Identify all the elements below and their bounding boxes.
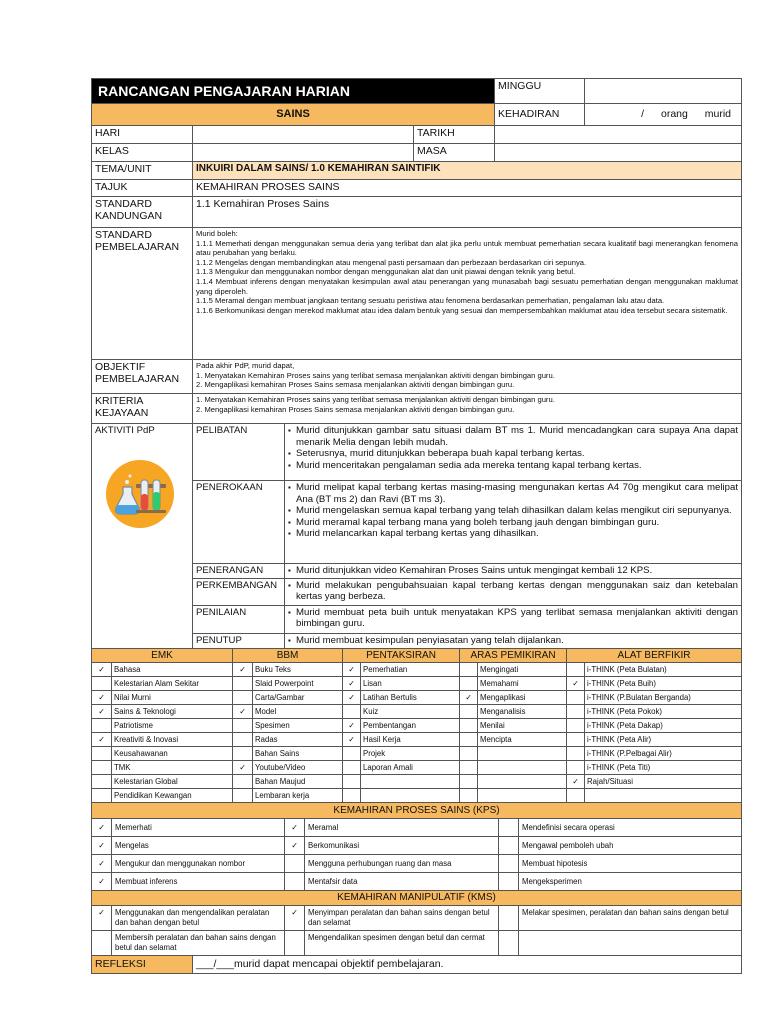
emk-checkbox[interactable]	[92, 704, 112, 718]
checklist-grid	[91, 648, 742, 803]
kms-skill-label: Melakar spesimen, peralatan dan bahan sains dengan betul	[519, 905, 742, 930]
check-mark-icon: ✓	[348, 692, 355, 702]
check-mark-icon: ✓	[98, 664, 105, 674]
pentaksiran-checkbox[interactable]	[343, 732, 361, 746]
objektif-intro: Pada akhir PdP, murid dapat,	[196, 361, 295, 370]
stage-perkembangan-items	[285, 578, 742, 605]
aras-checkbox[interactable]	[460, 662, 478, 676]
kehadiran-label: KEHADIRAN	[495, 104, 585, 126]
table-row	[92, 746, 742, 760]
emk-checkbox[interactable]	[92, 690, 112, 704]
pentaksiran-checkbox[interactable]	[343, 704, 361, 718]
emk-item: Bahasa	[112, 662, 233, 676]
aras-item: Mengingati	[478, 662, 567, 676]
kehadiran-field[interactable]: / orang murid	[585, 104, 742, 126]
bbm-checkbox[interactable]	[233, 760, 253, 774]
emk-checkbox[interactable]	[92, 676, 112, 690]
emk-checkbox[interactable]	[92, 662, 112, 676]
kps-skill-label: Berkomunikasi	[305, 836, 499, 854]
table-row	[92, 662, 742, 676]
hari-field[interactable]	[193, 126, 414, 144]
sp-list	[193, 228, 742, 360]
kps-skill-label: Memerhati	[112, 818, 285, 836]
header-table	[91, 78, 742, 162]
kps-skill-checkbox[interactable]	[285, 836, 305, 854]
check-mark-icon: ✓	[98, 907, 105, 917]
tema-label: TEMA/UNIT	[92, 162, 193, 180]
kriteria-item: 2. Mengaplikasi kemahiran Proses Sains semasa menjalankan aktiviti dengan bimbingan guru.	[196, 404, 515, 414]
kriteria-list	[193, 394, 742, 424]
check-mark-icon: ✓	[98, 706, 105, 716]
pentaksiran-checkbox[interactable]	[343, 788, 361, 802]
kms-skill-label: Menggunakan dan mengendalikan peralatan dan bahan dengan betul	[112, 905, 285, 930]
pentaksiran-checkbox[interactable]	[343, 746, 361, 760]
table-row	[92, 905, 742, 930]
list-item: ▪ Murid mengelaskan semua kapal terbang yang telah dihasilkan dalam kelas mengikut ciri sepunyanya.	[288, 505, 738, 517]
sp-item: 1.1.1 Memerhati dengan menggunakan semua deria yang terlibat dan alat jika perlu untuk membuat pemerhatian secara kualitatif bagi menerangkan fenomena atau perubahan yang berlaku.	[196, 238, 738, 258]
list-item: ▪ Murid melancarkan kapal terbang kertas yang dihasilkan.	[288, 528, 738, 540]
pentaksiran-item: Laporan Amali	[361, 760, 460, 774]
kms-skill-checkbox[interactable]	[92, 930, 112, 955]
alat-item: i-THINK (P.Pelbagai Alir)	[585, 746, 742, 760]
alat-item: Rajah/Situasi	[585, 774, 742, 788]
kms-skill-checkbox[interactable]	[92, 905, 112, 930]
kps-skill-checkbox[interactable]	[499, 872, 519, 890]
kms-skill-label	[519, 930, 742, 955]
alat-item: i-THINK (Peta Alir)	[585, 732, 742, 746]
emk-item: Kelestarian Global	[112, 774, 233, 788]
sp-intro: Murid boleh:	[196, 229, 238, 238]
check-mark-icon: ✓	[239, 706, 246, 716]
sk-value: 1.1 Kemahiran Proses Sains	[193, 197, 742, 228]
stage-penerangan: PENERANGAN	[193, 564, 285, 579]
alat-checkbox[interactable]	[567, 662, 585, 676]
stage-penerangan-items	[285, 564, 742, 579]
check-mark-icon: ✓	[98, 734, 105, 744]
masa-label: MASA	[414, 144, 495, 162]
table-row	[92, 704, 742, 718]
kps-skill-label: Mengukur dan menggunakan nombor	[112, 854, 285, 872]
alat-item: i-THINK (Peta Pokok)	[585, 704, 742, 718]
alat-item: i-THINK (Peta Titi)	[585, 760, 742, 774]
check-mark-icon: ✓	[572, 776, 579, 786]
check-mark-icon: ✓	[572, 678, 579, 688]
kps-skill-label: Mengawal pemboleh ubah	[519, 836, 742, 854]
kps-skill-label: Mendefinisi secara operasi	[519, 818, 742, 836]
kps-skill-label: Mentafsir data	[305, 872, 499, 890]
aktiviti-label-cell	[92, 424, 193, 649]
pentaksiran-item: Projek	[361, 746, 460, 760]
table-row	[92, 930, 742, 955]
table-row	[92, 788, 742, 802]
bbm-item: Buku Teks	[253, 662, 343, 676]
aras-checkbox[interactable]	[460, 774, 478, 788]
emk-checkbox[interactable]	[92, 774, 112, 788]
sp-item: 1.1.2 Mengelas dengan membandingkan atau mengenal pasti persamaan dan perbezaan berdasarkan ciri sepunya.	[196, 257, 587, 267]
activity-table	[91, 423, 742, 649]
kps-skill-checkbox[interactable]	[285, 818, 305, 836]
pentaksiran-item: Hasil Kerja	[361, 732, 460, 746]
emk-checkbox[interactable]	[92, 760, 112, 774]
check-mark-icon: ✓	[291, 822, 298, 832]
check-mark-icon: ✓	[98, 876, 105, 886]
bbm-checkbox[interactable]	[233, 704, 253, 718]
page-title: RANCANGAN PENGAJARAN HARIAN	[92, 79, 495, 104]
aras-item	[478, 760, 567, 774]
kps-skill-checkbox[interactable]	[285, 854, 305, 872]
list-item: ▪ Murid membuat peta buih untuk menyatakan KPS yang terlibat semasa menjalankan aktiviti dengan bimbingan guru.	[288, 607, 738, 630]
alat-item	[585, 788, 742, 802]
table-row	[92, 872, 742, 890]
aras-checkbox[interactable]	[460, 760, 478, 774]
alat-checkbox[interactable]	[567, 760, 585, 774]
aras-header: ARAS PEMIKIRAN	[460, 648, 567, 662]
emk-item: Patriotisme	[112, 718, 233, 732]
alat-item: i-THINK (P.Bulatan Berganda)	[585, 690, 742, 704]
kms-body	[92, 905, 742, 955]
check-mark-icon: ✓	[98, 692, 105, 702]
kps-skill-label: Membuat hipotesis	[519, 854, 742, 872]
check-mark-icon: ✓	[291, 840, 298, 850]
tema-value: INKUIRI DALAM SAINS/ 1.0 KEMAHIRAN SAINTIFIK	[193, 162, 742, 180]
tarikh-label: TARIKH	[414, 126, 495, 144]
alat-header: ALAT BERFIKIR	[567, 648, 742, 662]
stage-penutup: PENUTUP	[193, 633, 285, 648]
hari-label: HARI	[92, 126, 193, 144]
aras-checkbox[interactable]	[460, 690, 478, 704]
emk-header: EMK	[92, 648, 233, 662]
pentaksiran-checkbox[interactable]	[343, 774, 361, 788]
emk-item: Nilai Murni	[112, 690, 233, 704]
kms-skill-label: Mengendalikan spesimen dengan betul dan cermat	[305, 930, 499, 955]
pentaksiran-checkbox[interactable]	[343, 662, 361, 676]
emk-item: Kelestarian Alam Sekitar	[112, 676, 233, 690]
tajuk-label: TAJUK	[92, 180, 193, 197]
aras-checkbox[interactable]	[460, 746, 478, 760]
aras-checkbox[interactable]	[460, 704, 478, 718]
aras-item	[478, 788, 567, 802]
kms-skill-checkbox[interactable]	[499, 930, 519, 955]
list-item: ▪ Murid melipat kapal terbang kertas masing-masing mengunakan kertas A4 70g mengikut cara melipat Ana (BT ms 2) dan Ravi (BT ms 3).	[288, 482, 738, 505]
check-mark-icon: ✓	[348, 734, 355, 744]
emk-item: Keusahawanan	[112, 746, 233, 760]
minggu-label: MINGGU	[495, 79, 585, 104]
stage-pelibatan-items	[285, 424, 742, 481]
kps-skill-checkbox[interactable]	[92, 818, 112, 836]
alat-checkbox[interactable]	[567, 676, 585, 690]
aras-item: Menilai	[478, 718, 567, 732]
info-table	[91, 161, 742, 424]
kriteria-label: KRITERIA KEJAYAAN	[92, 394, 193, 424]
table-row	[92, 760, 742, 774]
pentaksiran-item	[361, 774, 460, 788]
table-row	[92, 818, 742, 836]
list-item: ▪ Murid melakukan pengubahsuaian kapal terbang kertas dengan menggunakan saiz dan ketebalan kertas yang berbeza.	[288, 580, 738, 603]
kms-skill-label: Membersih peralatan dan bahan sains dengan betul dan selamat	[112, 930, 285, 955]
pentaksiran-item: Kuiz	[361, 704, 460, 718]
alat-checkbox[interactable]	[567, 732, 585, 746]
sp-item: 1.1.5 Meramal dengan membuat jangkaan tentang sesuatu peristiwa atau fenomena berdasarkan pemerhatian, pengalaman lalu atau data.	[196, 296, 665, 306]
bbm-item: Bahan Maujud	[253, 774, 343, 788]
pentaksiran-checkbox[interactable]	[343, 718, 361, 732]
aras-item: Mengaplikasi	[478, 690, 567, 704]
kps-skill-checkbox[interactable]	[92, 872, 112, 890]
aras-item: Mencipta	[478, 732, 567, 746]
kms-skill-label: Menyimpan peralatan dan bahan sains dengan betul dan selamat	[305, 905, 499, 930]
pentaksiran-item: Latihan Bertulis	[361, 690, 460, 704]
aras-item: Memahami	[478, 676, 567, 690]
sp-item: 1.1.3 Mengukur dan menggunakan nombor dengan menggunakan alat dan unit piawai dengan teknik yang betul.	[196, 267, 576, 277]
alat-checkbox[interactable]	[567, 774, 585, 788]
check-mark-icon: ✓	[348, 664, 355, 674]
table-row	[92, 854, 742, 872]
alat-checkbox[interactable]	[567, 690, 585, 704]
alat-checkbox[interactable]	[567, 704, 585, 718]
kelas-label: KELAS	[92, 144, 193, 162]
table-row	[92, 676, 742, 690]
kps-skill-label: Membuat inferens	[112, 872, 285, 890]
emk-checkbox[interactable]	[92, 718, 112, 732]
table-row	[92, 690, 742, 704]
pentaksiran-checkbox[interactable]	[343, 690, 361, 704]
bbm-item: Slaid Powerpoint	[253, 676, 343, 690]
alat-checkbox[interactable]	[567, 788, 585, 802]
bbm-checkbox[interactable]	[233, 774, 253, 788]
list-item: ▪ Murid membuat kesimpulan penyiasatan yang telah dijalankan.	[288, 635, 738, 647]
stage-penutup-items	[285, 633, 742, 648]
kps-skill-checkbox[interactable]	[499, 854, 519, 872]
bbm-checkbox[interactable]	[233, 732, 253, 746]
bbm-item: Youtube/Video	[253, 760, 343, 774]
alat-item: i-THINK (Peta Bulatan)	[585, 662, 742, 676]
emk-item: TMK	[112, 760, 233, 774]
check-mark-icon: ✓	[348, 678, 355, 688]
check-mark-icon: ✓	[348, 720, 355, 730]
check-mark-icon: ✓	[239, 762, 246, 772]
bbm-checkbox[interactable]	[233, 788, 253, 802]
kps-skill-checkbox[interactable]	[92, 854, 112, 872]
alat-item: i-THINK (Peta Buih)	[585, 676, 742, 690]
aras-checkbox[interactable]	[460, 718, 478, 732]
aras-item: Menganalisis	[478, 704, 567, 718]
bbm-item: Model	[253, 704, 343, 718]
list-item: ▪ Murid menceritakan pengalaman sedia ada mereka tentang kapal terbang kertas.	[288, 460, 738, 472]
aras-checkbox[interactable]	[460, 732, 478, 746]
aras-checkbox[interactable]	[460, 676, 478, 690]
emk-checkbox[interactable]	[92, 732, 112, 746]
list-item: ▪ Murid ditunjukkan video Kemahiran Proses Sains untuk mengingat kembali 12 KPS.	[288, 565, 738, 577]
bbm-item: Spesimen	[253, 718, 343, 732]
bbm-checkbox[interactable]	[233, 718, 253, 732]
pentaksiran-item: Lisan	[361, 676, 460, 690]
pentaksiran-item: Pemerhatian	[361, 662, 460, 676]
pentaksiran-checkbox[interactable]	[343, 760, 361, 774]
bbm-checkbox[interactable]	[233, 690, 253, 704]
refleksi-label: REFLEKSI	[92, 955, 193, 973]
kps-body	[92, 818, 742, 890]
kms-skill-checkbox[interactable]	[285, 905, 305, 930]
masa-field[interactable]	[495, 144, 742, 162]
stage-pelibatan: PELIBATAN	[193, 424, 285, 481]
aras-item	[478, 746, 567, 760]
check-mark-icon: ✓	[98, 858, 105, 868]
tajuk-value: KEMAHIRAN PROSES SAINS	[193, 180, 742, 197]
refleksi-field[interactable]: ___/___murid dapat mencapai objektif pembelajaran.	[193, 955, 742, 973]
table-row	[92, 718, 742, 732]
check-mark-icon: ✓	[465, 692, 472, 702]
aktiviti-label: AKTIVITI PdP	[95, 425, 155, 436]
bbm-checkbox[interactable]	[233, 676, 253, 690]
list-item: ▪ Seterusnya, murid ditunjukkan beberapa buah kapal terbang kertas.	[288, 448, 738, 460]
refleksi-table	[91, 955, 742, 974]
minggu-field[interactable]	[585, 79, 742, 104]
kelas-field[interactable]	[193, 144, 414, 162]
objektif-list	[193, 360, 742, 394]
kms-skill-checkbox[interactable]	[499, 905, 519, 930]
kps-skill-checkbox[interactable]	[499, 818, 519, 836]
table-row	[92, 774, 742, 788]
pentaksiran-item: Pembentangan	[361, 718, 460, 732]
pentaksiran-header: PENTAKSIRAN	[343, 648, 460, 662]
kps-skill-label: Meramal	[305, 818, 499, 836]
kps-skill-label: Mengeksperimen	[519, 872, 742, 890]
kps-skill-checkbox[interactable]	[499, 836, 519, 854]
emk-checkbox[interactable]	[92, 746, 112, 760]
kps-skill-checkbox[interactable]	[92, 836, 112, 854]
sp-item: 1.1.4 Membuat inferens dengan menyatakan kesimpulan awal atau penerangan yang munasabah bagi sesuatu pemerhatian dengan menggunakan maklumat yang diperoleh.	[196, 276, 738, 296]
aras-item	[478, 774, 567, 788]
alat-checkbox[interactable]	[567, 746, 585, 760]
stage-penerokaan-items	[285, 481, 742, 564]
check-mark-icon: ✓	[98, 840, 105, 850]
objektif-item: 1. Menyatakan Kemahiran Proses sains yang terlibat semasa menjalankan aktiviti dengan bimbingan guru.	[196, 370, 555, 380]
kps-title: KEMAHIRAN PROSES SAINS (KPS)	[92, 802, 742, 818]
check-mark-icon: ✓	[239, 664, 246, 674]
aras-checkbox[interactable]	[460, 788, 478, 802]
kps-skill-label: Mengguna perhubungan ruang dan masa	[305, 854, 499, 872]
sk-label: STANDARD KANDUNGAN	[92, 197, 193, 228]
check-mark-icon: ✓	[291, 907, 298, 917]
alat-item: i-THINK (Peta Dakap)	[585, 718, 742, 732]
emk-item: Kreativiti & Inovasi	[112, 732, 233, 746]
bbm-header: BBM	[233, 648, 343, 662]
check-mark-icon: ✓	[98, 822, 105, 832]
stage-penilaian: PENILAIAN	[193, 605, 285, 633]
kms-title: KEMAHIRAN MANIPULATIF (KMS)	[92, 890, 742, 905]
bbm-item: Carta/Gambar	[253, 690, 343, 704]
science-flask-icon	[106, 460, 174, 528]
kms-skill-checkbox[interactable]	[285, 930, 305, 955]
sp-label: STANDARD PEMBELAJARAN	[92, 228, 193, 360]
kps-table	[91, 802, 742, 891]
bbm-checkbox[interactable]	[233, 662, 253, 676]
alat-checkbox[interactable]	[567, 718, 585, 732]
kps-skill-checkbox[interactable]	[285, 872, 305, 890]
kriteria-item: 1. Menyatakan Kemahiran Proses sains yang terlibat semasa menjalankan aktiviti dengan bimbingan guru.	[196, 395, 555, 404]
objektif-label: OBJEKTIF PEMBELAJARAN	[92, 360, 193, 394]
pentaksiran-item	[361, 788, 460, 802]
table-row	[92, 836, 742, 854]
kps-skill-label: Mengelas	[112, 836, 285, 854]
emk-checkbox[interactable]	[92, 788, 112, 802]
bbm-item: Lembaran kerja	[253, 788, 343, 802]
pentaksiran-checkbox[interactable]	[343, 676, 361, 690]
list-item: ▪ Murid meramal kapal terbang mana yang boleh terbang jauh dengan bimbingan guru.	[288, 517, 738, 529]
emk-item: Pendidikan Kewangan	[112, 788, 233, 802]
table-row	[92, 732, 742, 746]
bbm-checkbox[interactable]	[233, 746, 253, 760]
list-item: ▪ Murid ditunjukkan gambar satu situasi dalam BT ms 1. Murid mencadangkan cara supaya Ana dapat menarik Melia dengan lebih mudah.	[288, 425, 738, 448]
stage-penilaian-items	[285, 605, 742, 633]
kms-table	[91, 890, 742, 956]
bbm-item: Radas	[253, 732, 343, 746]
tarikh-field[interactable]	[495, 126, 742, 144]
sp-item: 1.1.6 Berkomunikasi dengan merekod maklumat atau idea dalam bentuk yang sesuai dan mempersembahkan maklumat atau idea tersebut secara sistematik.	[196, 305, 728, 315]
stage-penerokaan: PENEROKAAN	[193, 481, 285, 564]
stage-perkembangan: PERKEMBANGAN	[193, 578, 285, 605]
bbm-item: Bahan Sains	[253, 746, 343, 760]
emk-item: Sains & Teknologi	[112, 704, 233, 718]
lesson-plan-sheet	[91, 78, 741, 974]
checklist-grid-body	[92, 662, 742, 802]
subject-banner: SAINS	[92, 104, 495, 126]
objektif-item: 2. Mengaplikasi kemahiran Proses Sains semasa menjalankan aktiviti dengan bimbingan guru.	[196, 380, 515, 390]
